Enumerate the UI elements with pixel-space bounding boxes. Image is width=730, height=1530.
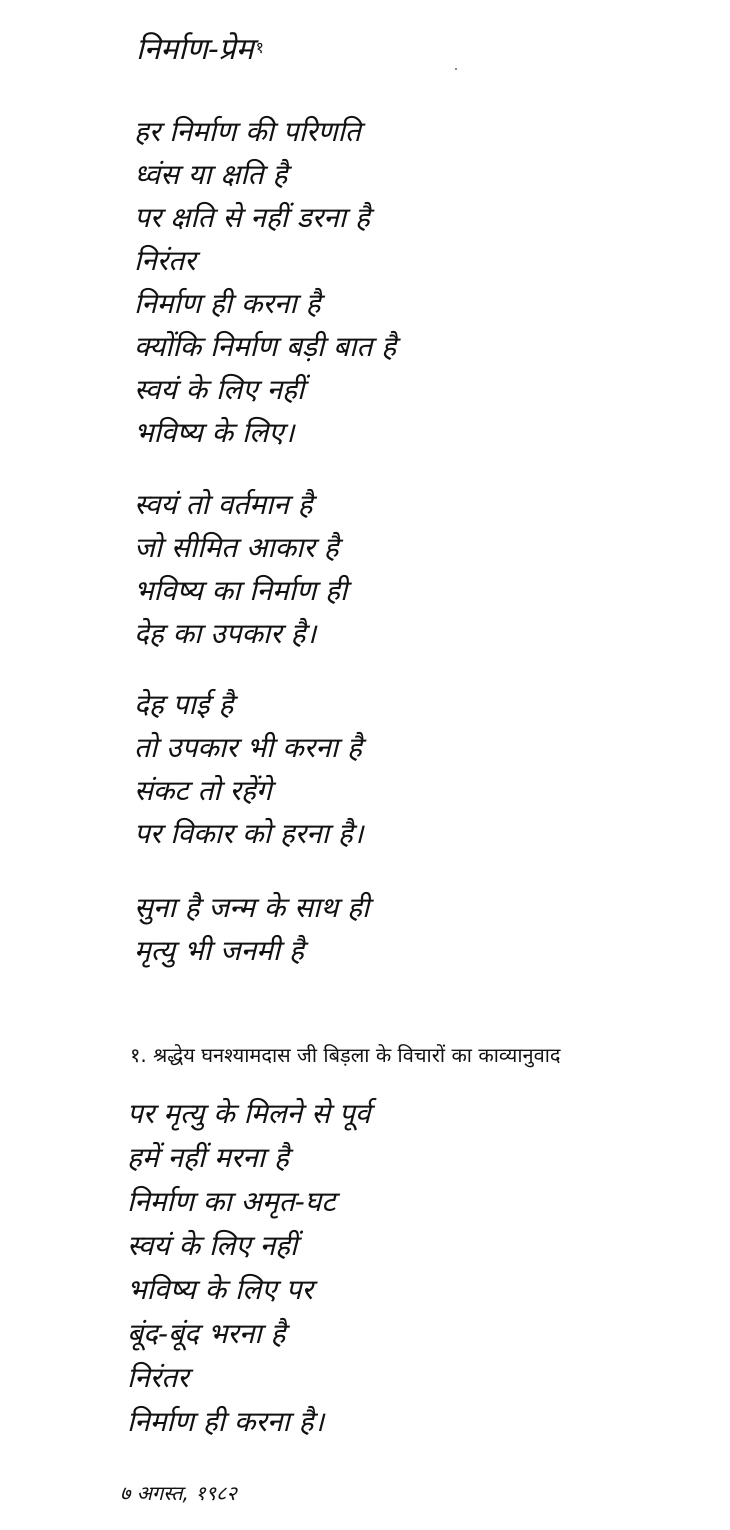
poem-line: ध्वंस या क्षति है [134, 158, 288, 191]
poem-line: भविष्य के लिए पर [127, 1273, 313, 1306]
poem-line: भविष्य का निर्माण ही [134, 574, 348, 607]
poem-title-text: निर्माण-प्रेम [136, 32, 254, 67]
poem-line: तो उपकार भी करना है [134, 731, 362, 764]
poem-line: पर मृत्यु के मिलने से पूर्व [127, 1097, 371, 1130]
poem-line: स्वयं तो वर्तमान है [134, 488, 313, 521]
poem-line: मृत्यु भी जनमी है [134, 934, 304, 967]
poem-line: हर निर्माण की परिणति [134, 115, 361, 148]
poem-date: ७ अगस्त, १९८२ [120, 1481, 237, 1505]
poem-line: निर्माण ही करना है। [127, 1405, 325, 1438]
poem-line: देह का उपकार है। [134, 617, 317, 650]
poem-line: क्योंकि निर्माण बड़ी बात है [134, 330, 397, 363]
footnote-marker: १ [255, 38, 264, 57]
poem-line: स्वयं के लिए नहीं [127, 1229, 298, 1262]
stanza-3 [134, 683, 363, 855]
stanza-2 [134, 483, 347, 655]
poem-line: निरंतर [134, 244, 196, 277]
poem-line: भविष्य के लिए। [134, 416, 295, 449]
poem-line: सुना है जन्म के साथ ही [134, 891, 370, 924]
poem-line: पर क्षति से नहीं डरना है [134, 201, 370, 234]
poem-line: संकट तो रहेंगे [134, 774, 272, 807]
poem-line: जो सीमित आकार है [134, 531, 339, 564]
poem-line: स्वयं के लिए नहीं [134, 373, 305, 406]
poem-line: निर्माण का अमृत-घट [127, 1185, 336, 1218]
scan-speck [455, 68, 457, 70]
footnote: १. श्रद्धेय घनश्यामदास जी बिड़ला के विचारों का काव्यानुवाद [130, 1043, 561, 1067]
poem-line: देह पाई है [134, 688, 234, 721]
stanza-4 [134, 886, 369, 972]
poem-line: बूंद-बूंद भरना है [127, 1317, 286, 1350]
stanza-continuation [127, 1092, 370, 1444]
poem-line: निर्माण ही करना है [134, 287, 321, 320]
poem-line: निरंतर [127, 1361, 189, 1394]
poem-line: हमें नहीं मरना है [127, 1141, 289, 1174]
stanza-1 [134, 110, 396, 454]
poem-line: पर विकार को हरना है। [134, 817, 364, 850]
poem-title [136, 30, 264, 70]
